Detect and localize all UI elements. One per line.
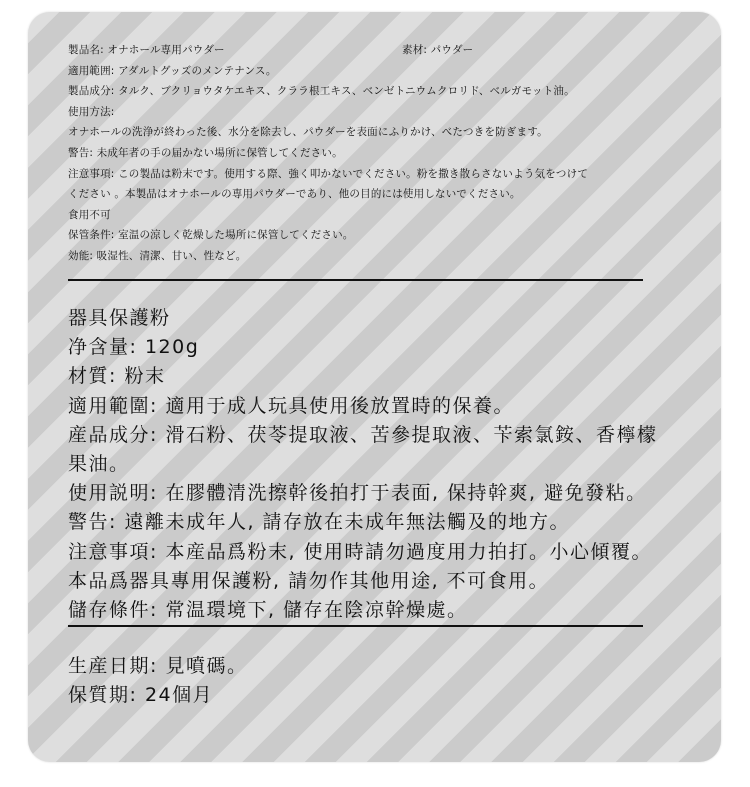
chinese-dates-section <box>68 652 708 710</box>
jp-ingredients: 製品成分: タルク、ブクリョウタケエキス、クララ根工キス、ベンゼトニウムクロリド、ベルガモット油。 <box>68 85 575 98</box>
zh-title: 器具保護粉 <box>68 307 171 329</box>
jp-warning: 警告: 未成年者の手の届かない場所に保管してください。 <box>68 146 343 159</box>
zh-special-use: 本品爲器具專用保護粉, 請勿作其他用途, 不可食用。 <box>68 569 550 592</box>
zh-storage: 儲存條件: 常温環境下, 儲存在陰凉幹燥處。 <box>68 599 468 622</box>
zh-ingredients-line-2: 果油。 <box>68 453 130 476</box>
zh-warning: 警告: 遠離未成年人, 請存放在未成年無法觸及的地方。 <box>68 511 571 534</box>
zh-notes: 注意事項: 本産品爲粉末, 使用時請勿過度用力拍打。小心傾覆。 <box>68 540 653 563</box>
divider-2 <box>68 625 643 627</box>
zh-ingredients-line-1: 産品成分: 滑石粉、茯苓提取液、苦參提取液、苄索氯銨、香檸檬 <box>68 423 658 446</box>
jp-usage-label: 使用方法: <box>68 105 115 118</box>
divider-1 <box>68 279 643 281</box>
zh-net-content: 净含量: 120g <box>68 336 200 359</box>
jp-scope: 適用範囲: アダルトグッズのメンテナンス。 <box>68 64 277 77</box>
zh-shelf-life: 保質期: 24個月 <box>68 684 214 707</box>
japanese-section <box>68 40 688 267</box>
product-info-card <box>28 12 721 762</box>
jp-notes-line-2: ください 。本製品はオナホールの専用パウダーであり、他の目的には使用しないでください。 <box>68 188 521 201</box>
zh-material: 材質: 粉末 <box>68 365 166 388</box>
jp-effects: 効能: 吸湿性、清潔、甘い、性など。 <box>68 249 247 262</box>
jp-product-name: 製品名: オナホール専用パウダー <box>68 44 225 56</box>
chinese-section <box>68 304 708 625</box>
jp-usage-text: オナホールの洗浄が終わった後、水分を除去し、パウダーを表面にふりかけ、べたつきを防ぎます。 <box>68 126 548 139</box>
zh-scope: 適用範圍: 適用于成人玩具使用後放置時的保養。 <box>68 394 514 417</box>
jp-not-edible: 食用不可 <box>68 208 111 221</box>
jp-notes-line-1: 注意事項: この製品は粉末です。使用する際、強く叩かないでください。粉を撒き散らさないよう気をつけて <box>68 167 589 180</box>
zh-production-date: 生産日期: 見噴碼。 <box>68 655 248 677</box>
jp-material: 素材: パウダー <box>402 44 474 56</box>
zh-usage: 使用説明: 在膠體清洗擦幹後拍打于表面, 保持幹爽, 避免發粘。 <box>68 482 647 505</box>
jp-storage: 保管条件: 室温の涼しく乾燥した場所に保管してください。 <box>68 229 354 242</box>
